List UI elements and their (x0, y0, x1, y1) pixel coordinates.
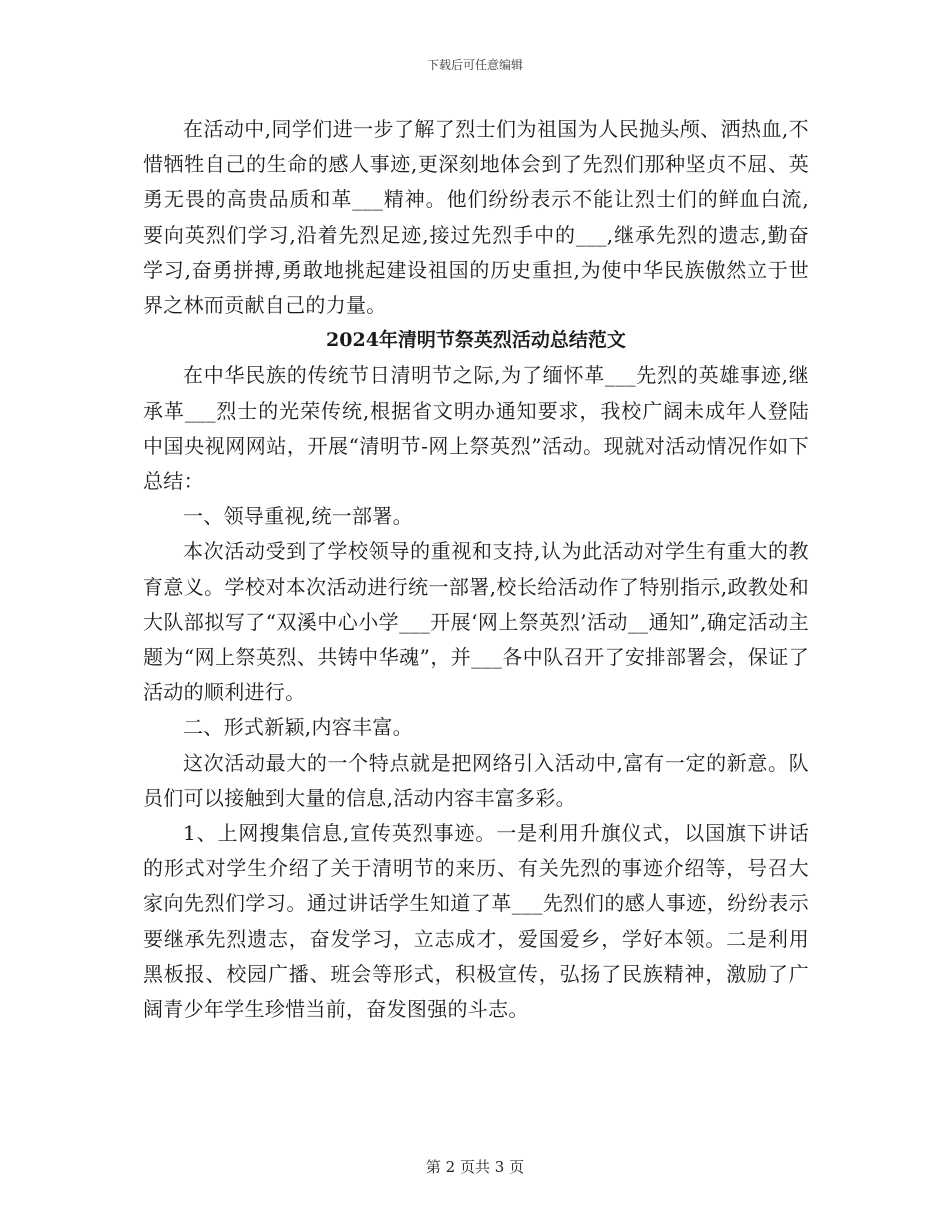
paragraph-activity-reflection: 在活动中,同学们进一步了解了烈士们为祖国为人民抛头颅、洒热血,不惜牺牲自己的生命的感人事迹,更深刻地体会到了先烈们那种坚贞不屈、英勇无畏的高贵品质和革___精神。他们纷纷表示不能让烈士们的鲜血白流,要向英烈们学习,沿着先烈足迹,接过先烈手中的___,继承先烈的遗志,勤奋学习,奋勇拼搏,勇敢地挑起建设祖国的历史重担,为使中华民族傲然立于世界之林而贡献自己的力量。 (143, 117, 809, 318)
paragraph-leadership: 本次活动受到了学校领导的重视和支持,认为此活动对学生有重大的教育意义。学校对本次活动进行统一部署,校长给活动作了特别指示,政教处和大队部拟写了“双溪中心小学___开展‘网上祭英烈’活动__通知”,确定活动主题为“网上祭英烈、共铸中华魂”，并___各中队召开了安排部署会，保证了活动的顺利进行。 (143, 539, 809, 705)
section-heading-leadership: 一、领导重视,统一部署。 (183, 504, 413, 529)
paragraph-online-collection: 1、上网搜集信息,宣传英烈事迹。一是利用升旗仪式，以国旗下讲话的形式对学生介绍了关于清明节的来历、有关先烈的事迹介绍等，号召大家向先烈们学习。通过讲话学生知道了革___先烈们的感人事迹，纷纷表示要继承先烈遗志，奋发学习，立志成才，爱国爱乡，学好本领。二是利用黑板报、校园广播、班会等形式，积极宣传，弘扬了民族精神，激励了广阔青少年学生珍惜当前，奋发图强的斗志。 (143, 821, 809, 1022)
section-heading-format: 二、形式新颖,内容丰富。 (183, 715, 413, 740)
page-number: 第 2 页共 3 页 (425, 1158, 525, 1176)
page-header: 下载后可任意编辑 (426, 58, 523, 72)
document-body (143, 112, 809, 1027)
paragraph-intro: 在中华民族的传统节日清明节之际,为了缅怀革___先烈的英雄事迹,继承革___烈士的光荣传统,根据省文明办通知要求，我校广阔未成年人登陆中国央视网网站，开展“清明节-网上祭英烈”活动。现就对活动情况作如下总结： (143, 363, 809, 494)
paragraph-format: 这次活动最大的一个特点就是把网络引入活动中,富有一定的新意。队员们可以接触到大量的信息,活动内容丰富多彩。 (143, 750, 809, 810)
document-title: 2024年清明节祭英烈活动总结范文 (326, 329, 626, 352)
